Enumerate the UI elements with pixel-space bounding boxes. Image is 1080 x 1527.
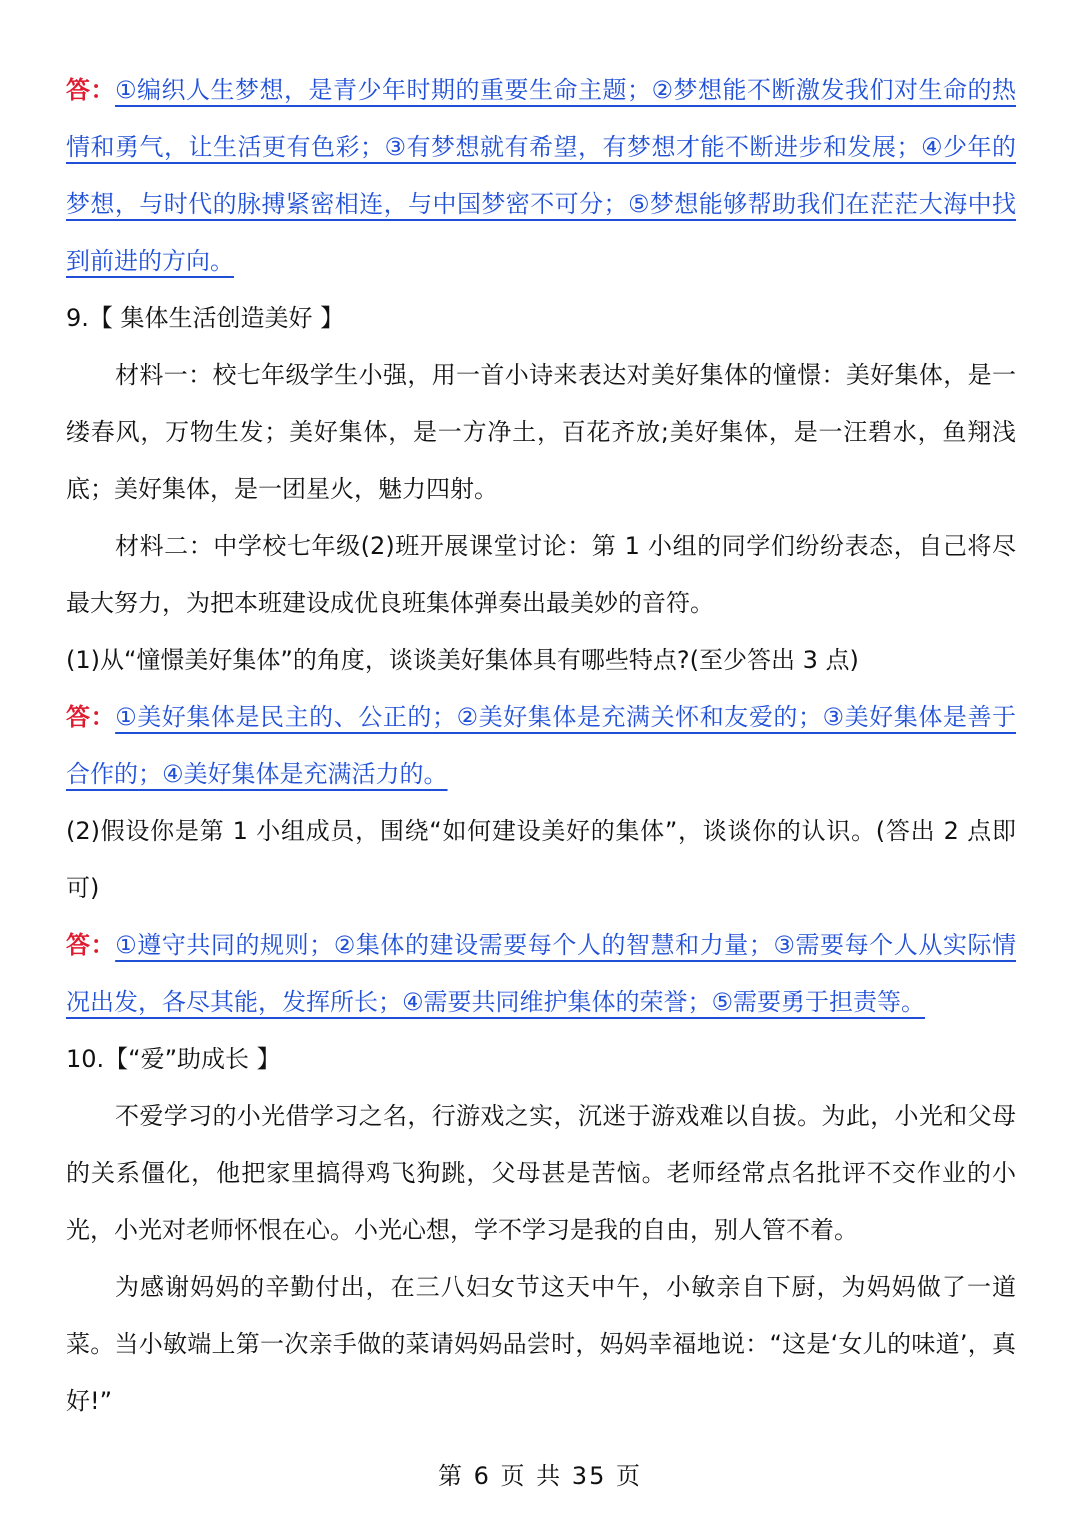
answer-text: ①遵守共同的规则；②集体的建设需要每个人的智慧和力量；③需要每个人从实际情况出发，各尽其能，发挥所长；④需要共同维护集体的荣誉；⑤需要勇于担责等。	[66, 931, 1017, 1016]
question-10-heading: 10.【“爱”助成长 】	[66, 1045, 281, 1073]
material-one: 材料一：校七年级学生小强，用一首小诗来表达对美好集体的憧憬：美好集体，是一缕春风，万物生发；美好集体，是一方净土，百花齐放;美好集体，是一汪碧水，鱼翔浅底；美好集体，是一团星火，魅力四射。	[66, 361, 1016, 503]
question-10-paragraph-2: 为感谢妈妈的辛勤付出，在三八妇女节这天中午，小敏亲自下厨，为妈妈做了一道菜。当小敏端上第一次亲手做的菜请妈妈品尝时，妈妈幸福地说：“这是‘女儿的味道’，真好!”	[66, 1273, 1016, 1415]
answer-q9-2	[66, 917, 1016, 1031]
document-page	[66, 62, 1016, 1430]
question-9-2: (2)假设你是第 1 小组成员，围绕“如何建设美好的集体”，谈谈你的认识。(答出 2 点即可)	[66, 817, 1016, 902]
question-10-paragraph-1: 不爱学习的小光借学习之名，行游戏之实，沉迷于游戏难以自拔。为此，小光和父母的关系僵化，他把家里搞得鸡飞狗跳，父母甚是苦恼。老师经常点名批评不交作业的小光，小光对老师怀恨在心。小光心想，学不学习是我的自由，别人管不着。	[66, 1102, 1016, 1244]
answer-label: 答：	[66, 76, 115, 104]
question-9-1: (1)从“憧憬美好集体”的角度，谈谈美好集体具有哪些特点?(至少答出 3 点)	[66, 646, 859, 674]
answer-q9-1	[66, 689, 1016, 803]
answer-label: 答：	[66, 931, 116, 959]
answer-text: ①美好集体是民主的、公正的；②美好集体是充满关怀和友爱的；③美好集体是善于合作的；④美好集体是充满活力的。	[66, 703, 1017, 788]
question-9-heading: 9.【 集体生活创造美好 】	[66, 304, 345, 332]
answer-label: 答：	[66, 703, 116, 731]
answer-text: ①编织人生梦想，是青少年时期的重要生命主题；②梦想能不断激发我们对生命的热情和勇气，让生活更有色彩；③有梦想就有希望，有梦想才能不断进步和发展；④少年的梦想，与时代的脉搏紧密相连，与中国梦密不可分；⑤梦想能够帮助我们在茫茫大海中找到前进的方向。	[66, 76, 1016, 275]
answer-q8	[66, 62, 1016, 290]
page-footer: 第 6 页 共 35 页	[438, 1462, 642, 1490]
material-two: 材料二：中学校七年级(2)班开展课堂讨论：第 1 小组的同学们纷纷表态，自己将尽最大努力，为把本班建设成优良班集体弹奏出最美妙的音符。	[66, 532, 1016, 617]
